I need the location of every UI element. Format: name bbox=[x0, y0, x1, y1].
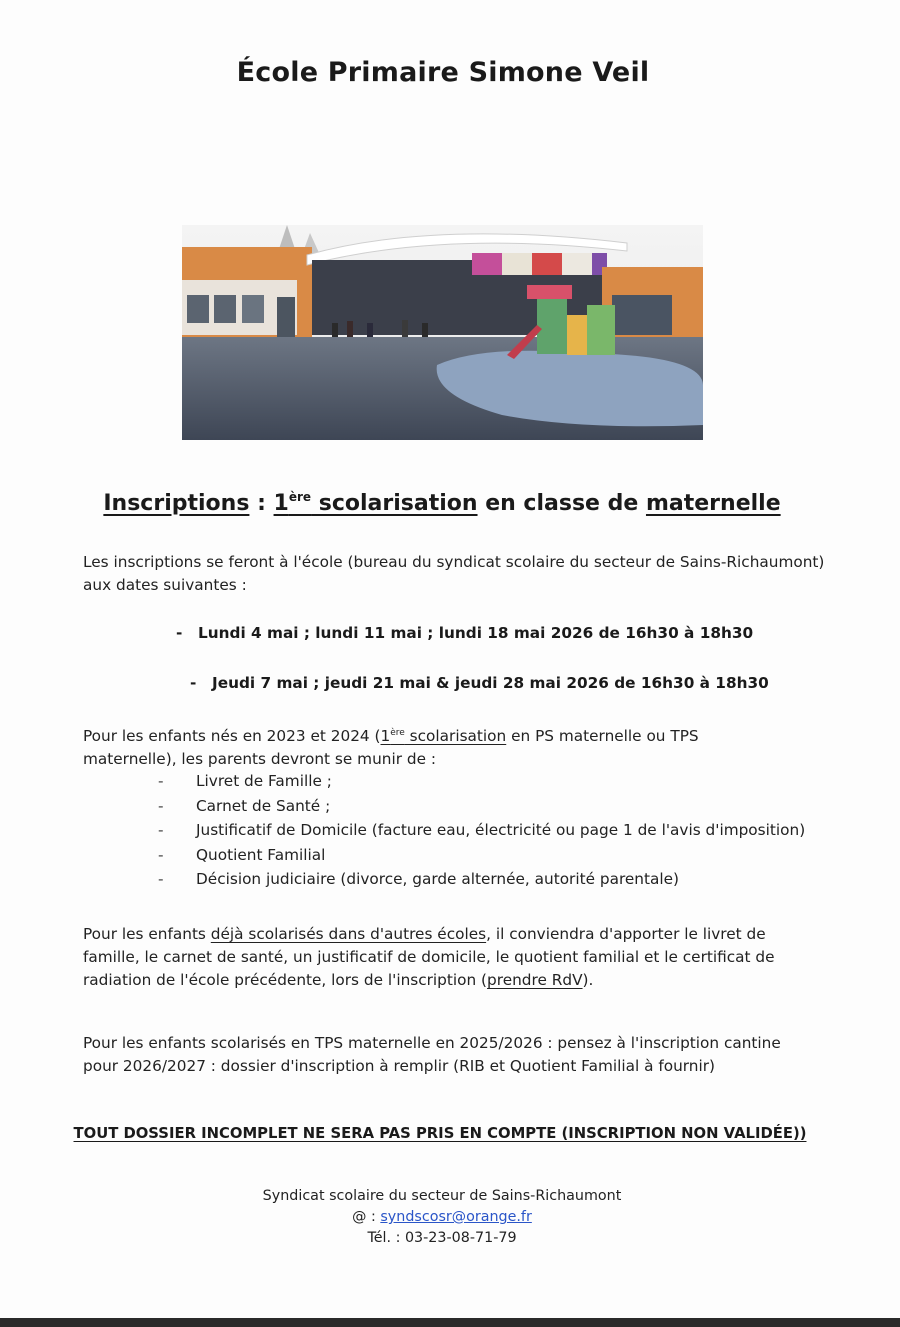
text-span: Pour les enfants nés en 2023 et 2024 ( bbox=[83, 727, 381, 745]
list-item bbox=[158, 867, 838, 892]
bullet-dash: - bbox=[158, 870, 164, 888]
heading-colon: : bbox=[249, 491, 274, 516]
email-link[interactable]: syndscosr@orange.fr bbox=[380, 1209, 532, 1225]
bullet-dash: - bbox=[176, 624, 183, 642]
superscript: ère bbox=[390, 728, 405, 738]
new-children-paragraph bbox=[83, 722, 743, 771]
organization-name: Syndicat scolaire du secteur de Sains-Richaumont bbox=[262, 1188, 622, 1204]
list-item bbox=[158, 794, 838, 819]
contact-footer bbox=[0, 1186, 884, 1249]
list-item bbox=[158, 769, 838, 794]
text-span: Pour les enfants bbox=[83, 925, 211, 943]
section-heading bbox=[0, 490, 884, 516]
list-item bbox=[158, 818, 838, 843]
bullet-dash: - bbox=[158, 796, 164, 815]
email-prefix: @ : bbox=[352, 1209, 381, 1225]
email-line bbox=[0, 1207, 884, 1228]
date-text: Jeudi 7 mai ; jeudi 21 mai & jeudi 28 mai 2026 de 16h30 à 18h30 bbox=[212, 674, 769, 692]
text-span: scolarisation bbox=[404, 727, 507, 745]
heading-middle: en classe de bbox=[477, 491, 646, 516]
bullet-dash: - bbox=[190, 674, 197, 692]
heading-inscriptions: Inscriptions bbox=[103, 491, 250, 516]
bullet-dash: - bbox=[158, 821, 164, 839]
date-line-monday bbox=[176, 624, 753, 642]
heading-word: scolarisation bbox=[311, 491, 478, 516]
text-span: ). bbox=[582, 971, 594, 989]
date-text: Lundi 4 mai ; lundi 11 mai ; lundi 18 mai 2026 de 16h30 à 18h30 bbox=[198, 624, 754, 642]
already-schooled-underlined: déjà scolarisés dans d'autres écoles bbox=[210, 925, 487, 943]
text-span: 1 bbox=[380, 727, 391, 745]
school-photo bbox=[182, 225, 703, 440]
list-item-text: Livret de Famille ; bbox=[196, 772, 332, 790]
intro-paragraph: Les inscriptions se feront à l'école (bureau du syndicat scolaire du secteur de Sains-Richaumont) aux dates suivantes : bbox=[83, 553, 825, 594]
first-schooling-underlined bbox=[381, 727, 507, 745]
heading-superscript: ère bbox=[288, 490, 312, 504]
list-item-text: Décision judiciaire (divorce, garde alternée, autorité parentale) bbox=[196, 870, 680, 888]
bottom-bar bbox=[0, 1318, 900, 1327]
list-item-text: Carnet de Santé ; bbox=[196, 796, 331, 815]
cantine-paragraph: Pour les enfants scolarisés en TPS maternelle en 2025/2026 : pensez à l'inscription cantine pour 2026/2027 : dossier d'inscription à remplir (RIB et Quotient Familial à fournir) bbox=[83, 1034, 781, 1075]
list-item-text: Quotient Familial bbox=[196, 845, 326, 864]
heading-maternelle: maternelle bbox=[645, 491, 781, 516]
date-line-thursday bbox=[190, 674, 769, 692]
heading-number: 1 bbox=[273, 491, 289, 516]
required-documents-list bbox=[158, 769, 838, 892]
text-span: en PS maternelle ou TPS maternelle), les parents devront se munir de : bbox=[83, 727, 699, 768]
phone-line: Tél. : 03-23-08-71-79 bbox=[367, 1230, 517, 1246]
appointment-text: prendre RdV bbox=[487, 971, 583, 989]
bullet-dash: - bbox=[158, 772, 164, 790]
page-title: École Primaire Simone Veil bbox=[236, 57, 650, 88]
text-span: , il conviendra d'apporter le livret de famille, le carnet de santé, un justificatif de domicile, le quotient familial et le certificat de radiation de l'école précédente, lors de l'inscription ( bbox=[83, 925, 775, 989]
list-item-text: Justificatif de Domicile (facture eau, électricité ou page 1 de l'avis d'imposition) bbox=[196, 821, 806, 839]
list-item bbox=[158, 843, 838, 868]
heading-first-schooling bbox=[274, 491, 478, 516]
bullet-dash: - bbox=[158, 845, 164, 864]
other-schools-paragraph bbox=[83, 923, 783, 992]
incomplete-file-warning: TOUT DOSSIER INCOMPLET NE SERA PAS PRIS EN COMPTE (INSCRIPTION NON VALIDÉE)) bbox=[73, 1125, 807, 1142]
